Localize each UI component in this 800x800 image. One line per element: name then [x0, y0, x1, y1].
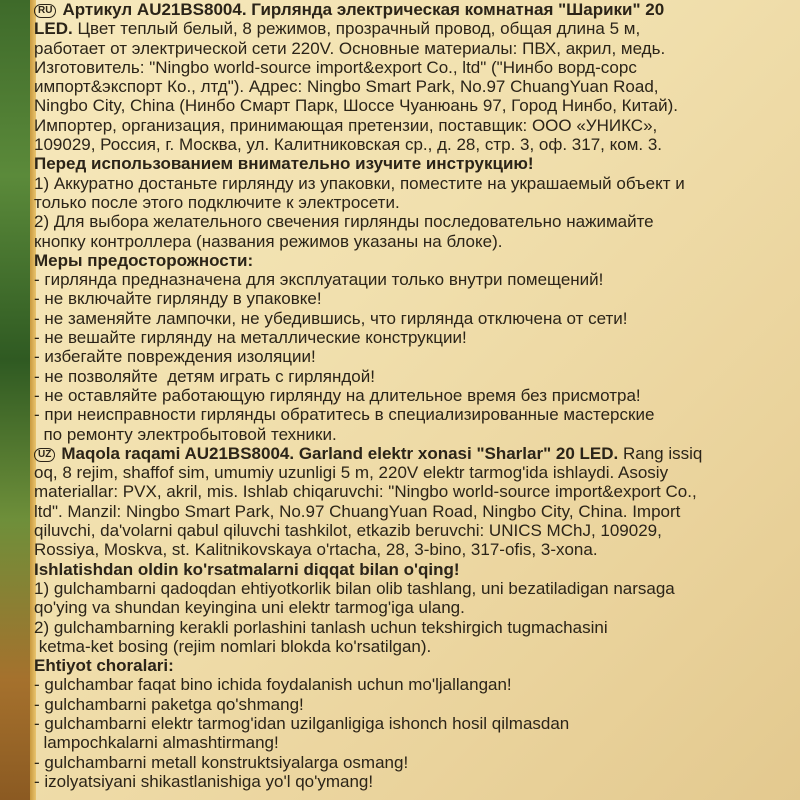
- text-line: [34, 598, 800, 617]
- text-line: [34, 135, 800, 154]
- line-text: - izolyatsiyani shikastlanishiga yo'l qo'ymang!: [34, 771, 374, 791]
- text-line: [34, 772, 800, 791]
- line-text: ltd". Manzil: Ningbo Smart Park, No.97 ChuangYuan Road, Ningbo City, China. Import: [34, 501, 681, 521]
- text-line: [34, 39, 800, 58]
- text-line: [34, 154, 800, 173]
- line-text: 109029, Россия, г. Москва, ул. Калитниковская ср., д. 28, стр. 3, оф. 317, ком. 3.: [34, 135, 663, 155]
- line-text: Цвет теплый белый, 8 режимов, прозрачный провод, общая длина 5 м,: [72, 19, 641, 39]
- line-text: Rossiya, Moskva, st. Kalitnikovskaya o'rtacha, 28, 3-bino, 317-ofis, 3-xona.: [34, 540, 598, 560]
- text-line: [34, 560, 800, 579]
- ru-heading-text: Артикул AU21BS8004. Гирлянда электрическая комнатная "Шарики" 20: [62, 0, 665, 19]
- bold-text: Перед использованием внимательно изучите инструкцию!: [34, 154, 534, 174]
- bold-text: Ishlatishdan oldin ko'rsatmalarni diqqat bilan o'qing!: [34, 559, 460, 579]
- line-text: Ningbo City, China (Нинбо Смарт Парк, Шоссе Чуанюань 97, Город Нинбо, Китай).: [34, 96, 679, 116]
- line-text: только после этого подключите к электросети.: [34, 192, 400, 212]
- line-text: - gulchambarni metall konstruktsiyalarga osmang!: [34, 752, 409, 772]
- line-text: 1) Аккуратно достаньте гирлянду из упаковки, поместите на украшаемый объект и: [34, 173, 685, 193]
- text-line: [34, 77, 800, 96]
- text-line: [34, 502, 800, 521]
- uz-heading-text: Maqola raqami AU21BS8004. Garland elektr xonasi "Sharlar" 20 LED.: [61, 443, 619, 463]
- line-text: ketma-ket bosing (rejim nomlari blokda ko'rsatilgan).: [34, 636, 432, 656]
- text-line: [34, 540, 800, 559]
- decorative-edge-image: [0, 0, 30, 800]
- line-text: 2) gulchambarning kerakli porlashini tanlash uchun tekshirgich tugmachasini: [34, 617, 608, 637]
- text-line: [34, 367, 800, 386]
- text-line: [34, 637, 800, 656]
- text-line: [34, 58, 800, 77]
- line-text: - не вешайте гирлянду на металлические конструкции!: [34, 328, 467, 348]
- text-line: [34, 675, 800, 694]
- line-text: oq, 8 rejim, shaffof sim, umumiy uzunligi 5 m, 220V elektr tarmog'ida ishlaydi. Asosiy: [34, 463, 669, 483]
- text-line: [34, 695, 800, 714]
- text-line: [34, 618, 800, 637]
- text-line: [34, 714, 800, 733]
- line-text: 1) gulchambarni qadoqdan ehtiyotkorlik bilan olib tashlang, uni bezatiladigan narsaga: [34, 578, 675, 598]
- text-line: [34, 309, 800, 328]
- uz-heading-rest: Rang issiq: [618, 443, 703, 463]
- ru-heading: [34, 0, 800, 19]
- text-line: [34, 251, 800, 270]
- text-line: [34, 193, 800, 212]
- label-text: [34, 0, 800, 791]
- line-text: - гирлянда предназначена для эксплуатации только внутри помещений!: [34, 270, 604, 290]
- text-line: [34, 328, 800, 347]
- line-text: qo'ying va shundan keyingina uni elektr tarmog'iga ulang.: [34, 598, 465, 618]
- line-text: кнопку контроллера (названия режимов указаны на блоке).: [34, 231, 503, 251]
- line-text: lampochkalarni almashtirmang!: [34, 733, 279, 753]
- ru-language-badge: RU: [34, 4, 56, 18]
- text-line: [34, 425, 800, 444]
- line-text: - не заменяйте лампочки, не убедившись, что гирлянда отключена от сети!: [34, 308, 628, 328]
- text-line: [34, 116, 800, 135]
- ru-lines: [34, 19, 800, 444]
- line-text: - gulchambarni paketga qo'shmang!: [34, 694, 304, 714]
- line-text: qiluvchi, da'volarni qabul qiluvchi tashkilot, etkazib beruvchi: UNICS MChJ, 109029,: [34, 521, 662, 541]
- text-line: [34, 482, 800, 501]
- text-line: [34, 521, 800, 540]
- line-text: - не включайте гирлянду в упаковке!: [34, 289, 322, 309]
- line-text: Импортер, организация, принимающая претензии, поставщик: ООО «УНИКС»,: [34, 115, 658, 135]
- text-line: [34, 212, 800, 231]
- text-line: [34, 656, 800, 675]
- text-line: [34, 405, 800, 424]
- text-line: [34, 463, 800, 482]
- uz-language-badge: UZ: [34, 448, 55, 462]
- bold-text: LED.: [34, 19, 73, 39]
- text-line: [34, 19, 800, 38]
- uz-lines: [34, 463, 800, 791]
- bold-text: Меры предосторожности:: [34, 250, 254, 270]
- uz-section: [34, 444, 800, 791]
- line-text: по ремонту электробытовой техники.: [34, 424, 337, 444]
- text-line: [34, 96, 800, 115]
- text-line: [34, 386, 800, 405]
- line-text: - не позволяйте детям играть с гирляндой!: [34, 366, 375, 386]
- line-text: - gulchambarni elektr tarmog'idan uzilganligiga ishonch hosil qilmasdan: [34, 713, 570, 733]
- line-text: materiallar: PVX, akril, mis. Ishlab chiqaruvchi: "Ningbo world-source import&export Co.,: [34, 482, 697, 502]
- text-line: [34, 579, 800, 598]
- line-text: 2) Для выбора желательного свечения гирлянды последовательно нажимайте: [34, 212, 654, 232]
- line-text: - при неисправности гирлянды обратитесь в специализированные мастерские: [34, 405, 655, 425]
- text-line: [34, 270, 800, 289]
- line-text: - gulchambar faqat bino ichida foydalanish uchun mo'ljallangan!: [34, 675, 512, 695]
- line-text: работает от электрической сети 220V. Основные материалы: ПВХ, акрил, медь.: [34, 38, 666, 58]
- line-text: Изготовитель: "Ningbo world-source import&export Co., ltd" ("Нинбо ворд-сорс: [34, 57, 637, 77]
- text-line: [34, 733, 800, 752]
- text-line: [34, 174, 800, 193]
- text-line: [34, 232, 800, 251]
- line-text: импорт&экспорт Ко., лтд"). Адрес: Ningbo Smart Park, No.97 ChuangYuan Road,: [34, 77, 659, 97]
- text-line: [34, 753, 800, 772]
- bold-text: Ehtiyot choralari:: [34, 656, 174, 676]
- uz-heading: [34, 444, 800, 463]
- line-text: - избегайте повреждения изоляции!: [34, 347, 316, 367]
- text-line: [34, 347, 800, 366]
- text-line: [34, 289, 800, 308]
- line-text: - не оставляйте работающую гирлянду на длительное время без присмотра!: [34, 385, 641, 405]
- ru-section: [34, 0, 800, 444]
